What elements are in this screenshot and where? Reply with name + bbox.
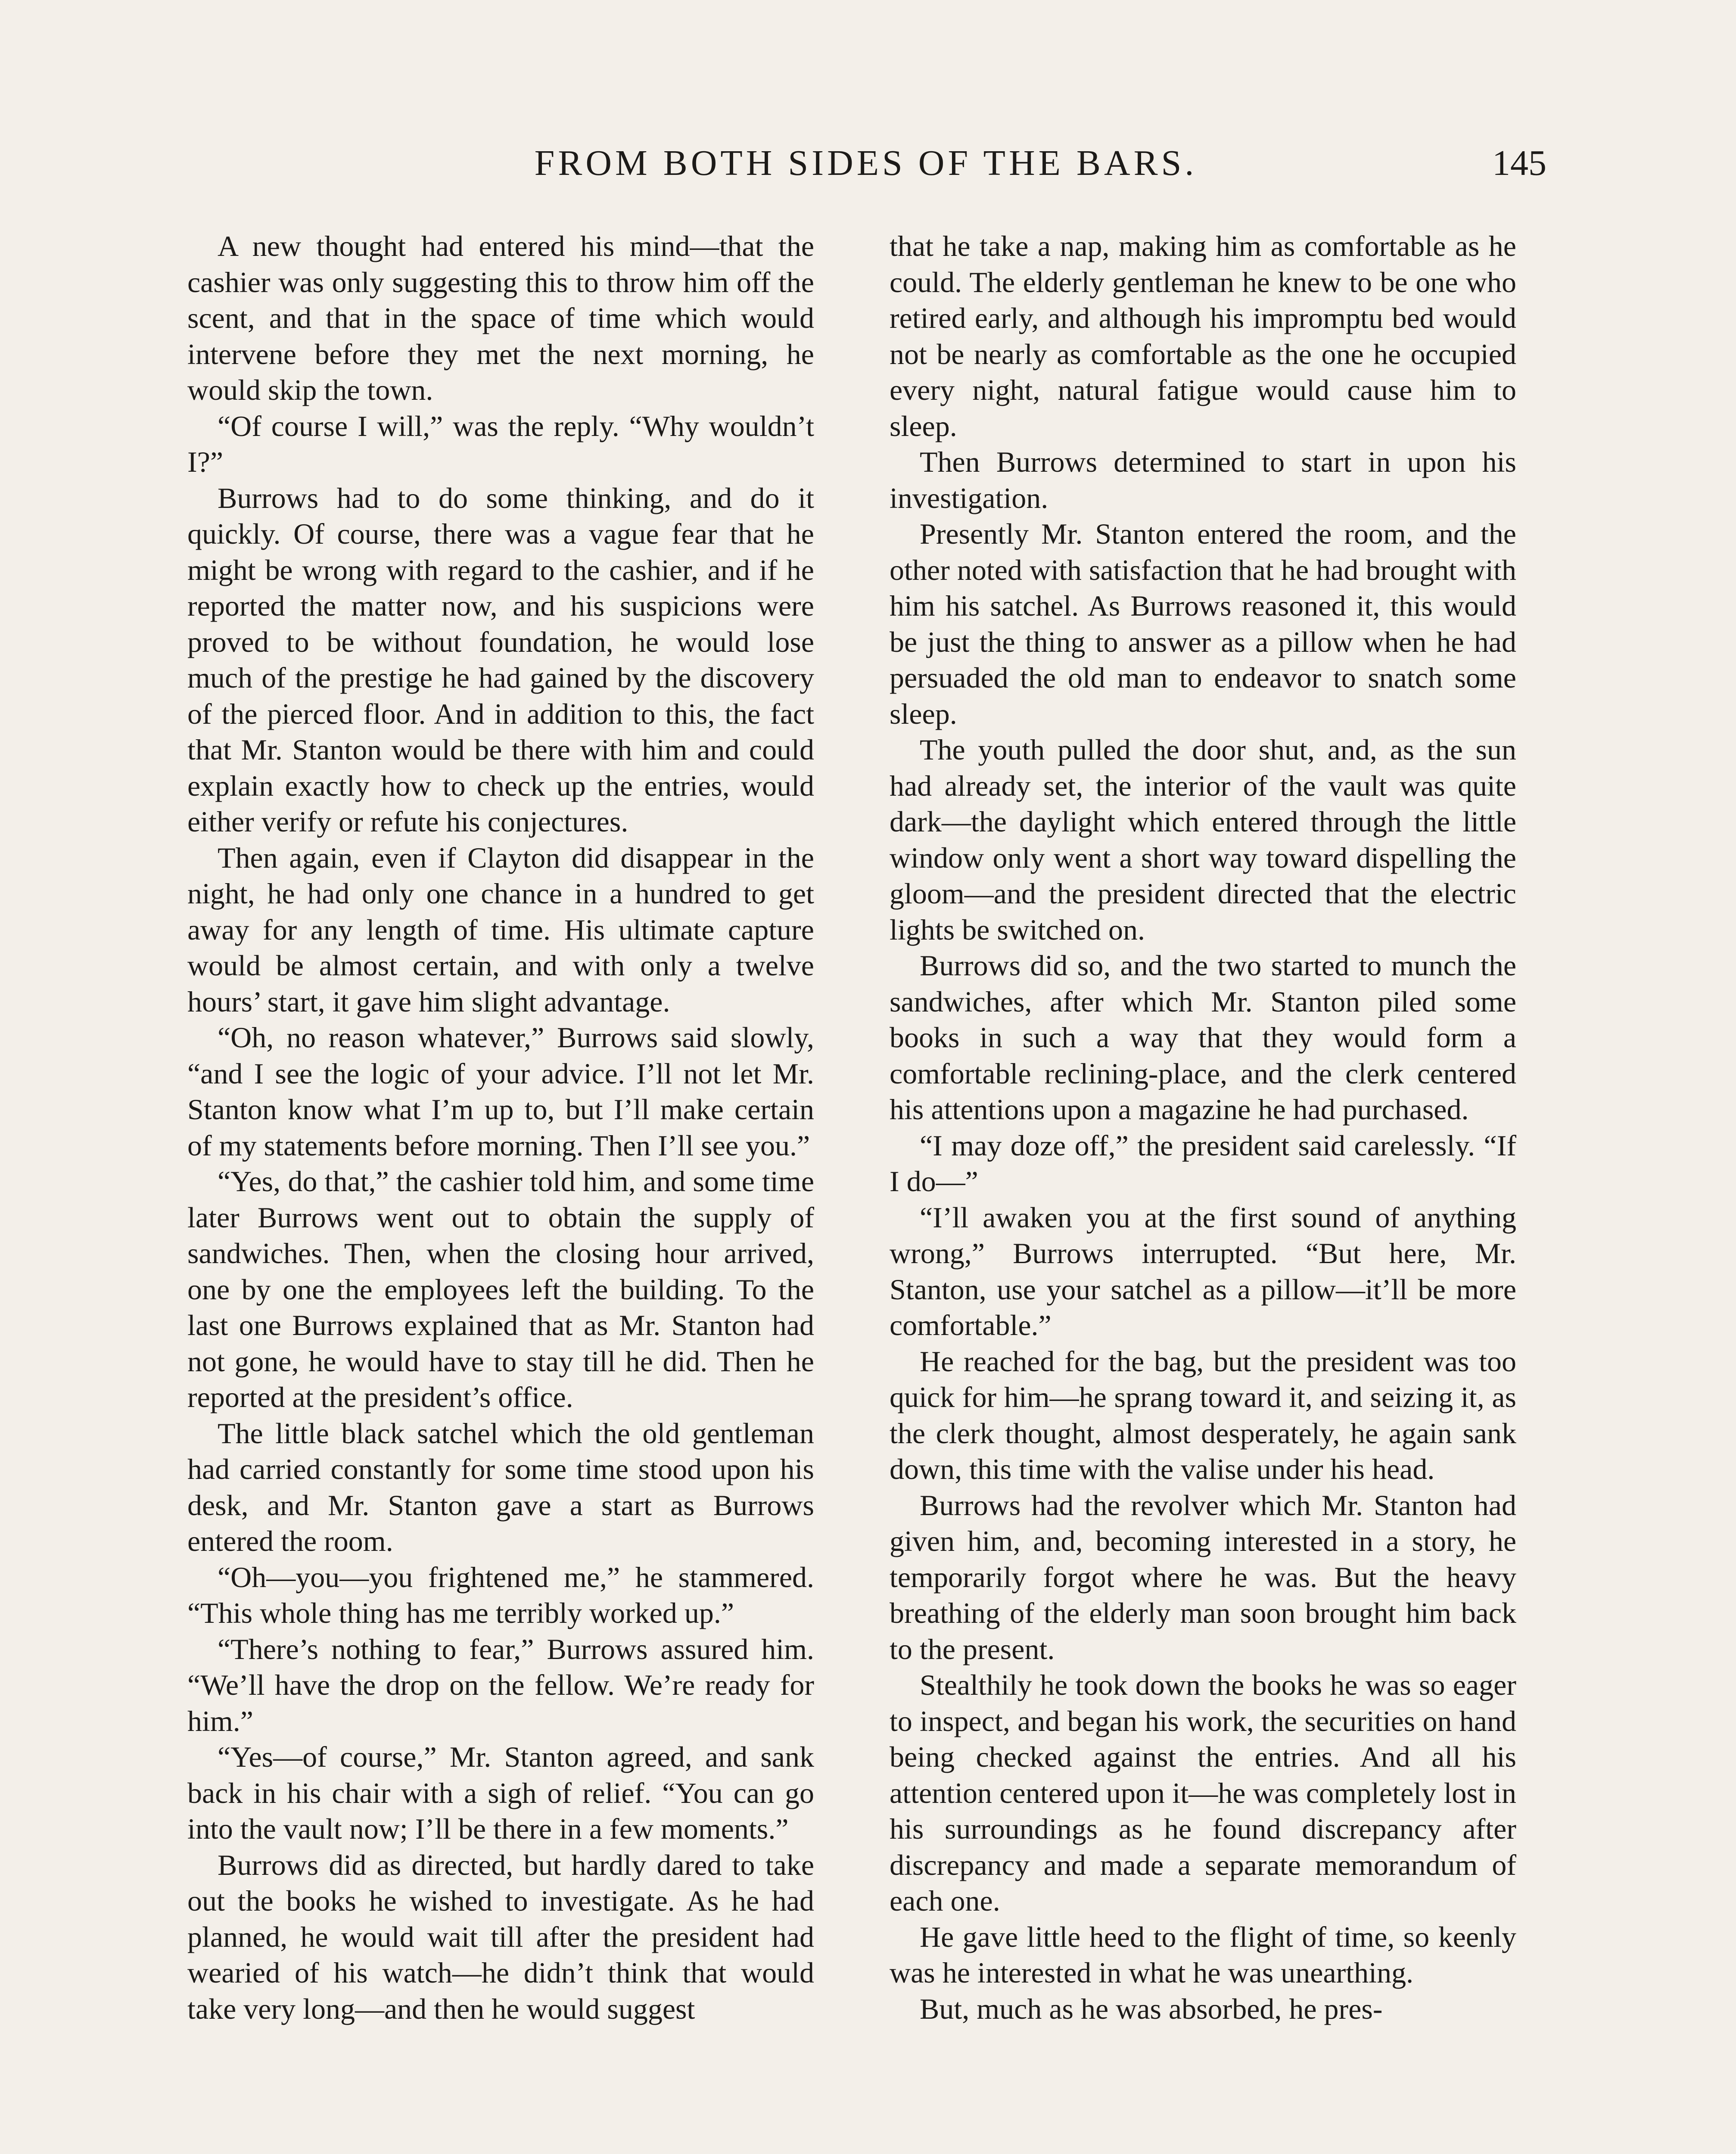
left-column [187, 228, 814, 2027]
paragraph: Then Burrows determined to start in upon his investigation. [890, 445, 1516, 514]
paragraph: Burrows did so, and the two started to munch the sandwiches, after which Mr. Stanton piled some books in such a way that they would form a comfortable reclining-place, and the clerk centered his attentions upon a magazine he had purchased. [890, 949, 1516, 1126]
running-title: FROM BOTH SIDES OF THE BARS. [534, 143, 1198, 183]
page-number: 145 [1492, 143, 1546, 183]
paragraph: “Yes, do that,” the cashier told him, and some time later Burrows went out to obtain the supply of sandwiches. Then, when the closing hour arrived, one by one the employees left the building. To the last one Burrows explained that as Mr. Stanton had not gone, he would have to stay till he did. Then he reported at the president’s office. [187, 1165, 814, 1413]
paragraph: “I may doze off,” the president said carelessly. “If I do—” [890, 1129, 1516, 1198]
paragraph: Then again, even if Clayton did disappear in the night, he had only one chance in a hundred to get away for any length of time. His ultimate capture would be almost certain, and with only a twelve hours’ start, it gave him slight advantage. [187, 841, 814, 1018]
paragraph: “There’s nothing to fear,” Burrows assured him. “We’ll have the drop on the fellow. We’re ready for him.” [187, 1632, 814, 1737]
paragraph: “Of course I will,” was the reply. “Why wouldn’t I?” [187, 409, 814, 478]
paragraph: Burrows had to do some thinking, and do it quickly. Of course, there was a vague fear that he might be wrong with regard to the cashier, and if he reported the matter now, and his suspicions were proved to be without foundation, he would lose much of the prestige he had gained by the discovery of the pierced floor. And in addition to this, the fact that Mr. Stanton would be there with him and could explain exactly how to check up the entries, would either verify or refute his conjectures. [187, 481, 814, 838]
paragraph: But, much as he was absorbed, he pres- [920, 1992, 1383, 2025]
paragraph: He gave little heed to the flight of time, so keenly was he interested in what he was unearthing. [890, 1920, 1516, 1989]
paragraph-continuation: that he take a nap, making him as comfortable as he could. The elderly gentleman he knew to be one who retired early, and although his impromptu bed would not be nearly as comfortable as the one he occupied every night, natural fatigue would cause him to sleep. [890, 230, 1516, 442]
paragraph: He reached for the bag, but the president was too quick for him—he sprang toward it, and seizing it, as the clerk thought, almost desperately, he again sank down, this time with the valise under his head. [890, 1345, 1516, 1485]
paragraph: “I’ll awaken you at the first sound of anything wrong,” Burrows interrupted. “But here, Mr. Stanton, use your satchel as a pillow—it’ll be more comfortable.” [890, 1201, 1516, 1342]
paragraph: Stealthily he took down the books he was so eager to inspect, and began his work, the securities on hand being checked against the entries. And all his attention centered upon it—he was completely lost in his surroundings as he found discrepancy after discrepancy and made a separate memorandum of each one. [890, 1668, 1516, 1917]
paragraph: Burrows did as directed, but hardly dared to take out the books he wished to investigate. As he had planned, he would wait till after the president had wearied of his watch—he didn’t think that would take very long—and then he would suggest [187, 1848, 814, 2025]
paragraph: Burrows had the revolver which Mr. Stanton had given him, and, becoming interested in a story, he temporarily forgot where he was. But the heavy breathing of the elderly man soon brought him back to the present. [890, 1488, 1516, 1665]
paragraph: The youth pulled the door shut, and, as the sun had already set, the interior of the vault was quite dark—the daylight which entered through the little window only went a short way toward dispelling the gloom—and the president directed that the electric lights be switched on. [890, 733, 1516, 946]
paragraph: “Oh—you—you frightened me,” he stammered. “This whole thing has me terribly worked up.” [187, 1560, 814, 1629]
paragraph: Presently Mr. Stanton entered the room, and the other noted with satisfaction that he had brought with him his satchel. As Burrows reasoned it, this would be just the thing to answer as a pillow when he had persuaded the old man to endeavor to snatch some sleep. [890, 517, 1516, 730]
paragraph: “Oh, no reason whatever,” Burrows said slowly, “and I see the logic of your advice. I’ll not let Mr. Stanton know what I’m up to, but I’ll make certain of my statements before morning. Then I’ll see you.” [187, 1021, 814, 1162]
page-header [185, 142, 1546, 194]
paragraph: “Yes—of course,” Mr. Stanton agreed, and sank back in his chair with a sigh of relief. “You can go into the vault now; I’ll be there in a few moments.” [187, 1740, 814, 1845]
paragraph: The little black satchel which the old gentleman had carried constantly for some time stood upon his desk, and Mr. Stanton gave a start as Burrows entered the room. [187, 1416, 814, 1557]
paragraph: A new thought had entered his mind—that the cashier was only suggesting this to throw him off the scent, and that in the space of time which would intervene before they met the next morning, he would skip the town. [187, 230, 814, 406]
right-column [890, 228, 1516, 2027]
